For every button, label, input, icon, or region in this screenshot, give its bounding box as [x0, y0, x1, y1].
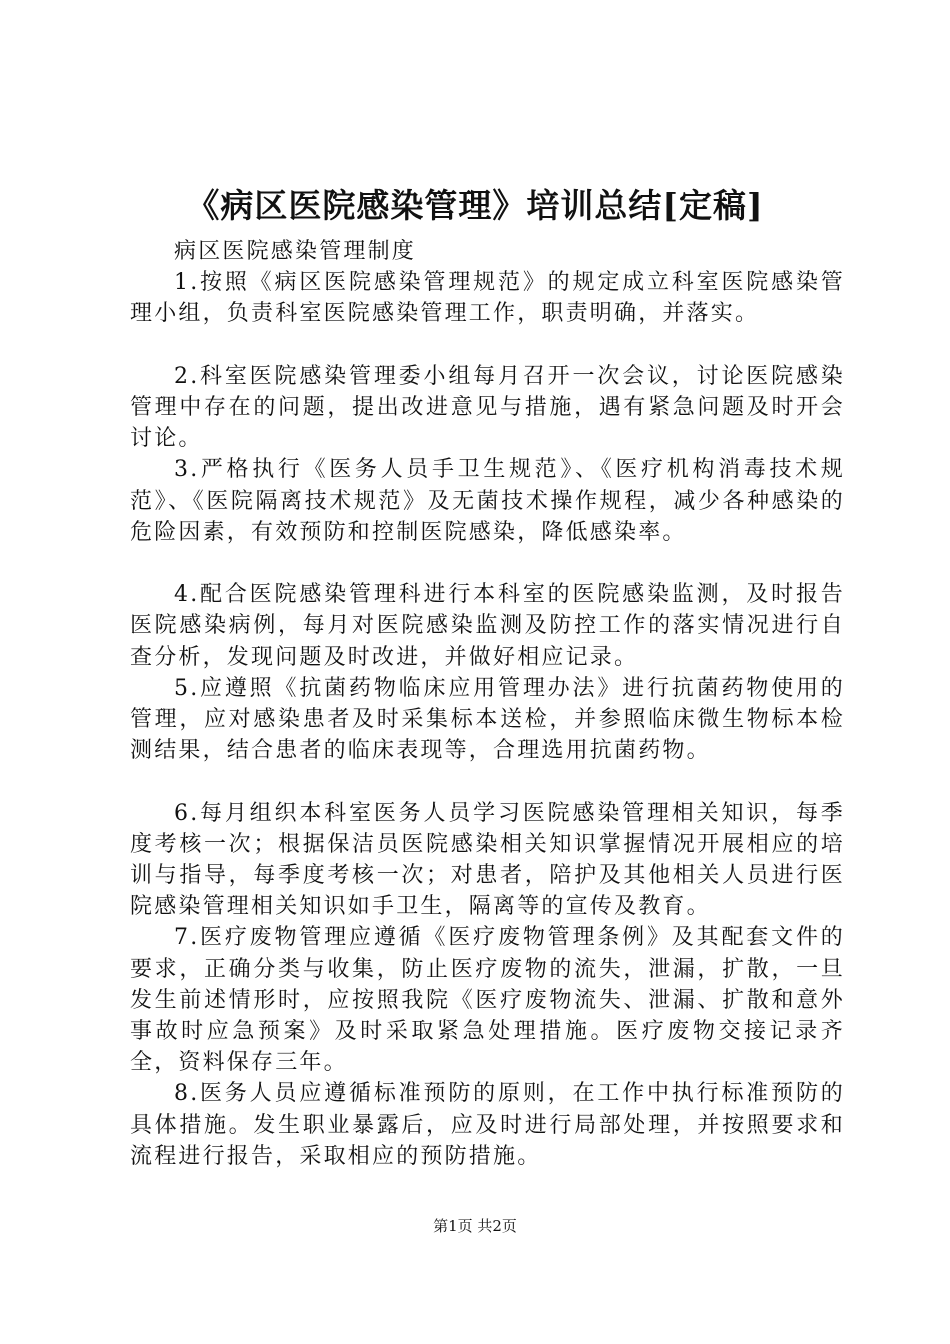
rule-paragraph-1: 1.按照《病区医院感染管理规范》的规定成立科室医院感染管理小组，负责科室医院感染管理工作，职责明确，并落实。	[130, 270, 845, 327]
section-heading: 病区医院感染管理制度	[174, 239, 417, 264]
rule-paragraph-7: 7.医疗废物管理应遵循《医疗废物管理条例》及其配套文件的要求，正确分类与收集，防止医疗废物的流失，泄漏，扩散，一旦发生前述情形时，应按照我院《医疗废物流失、泄漏、扩散和意外事故时应急预案》及时采取紧急处理措施。医疗废物交接记录齐全，资料保存三年。	[130, 925, 845, 1076]
document-body	[130, 236, 845, 1172]
rule-paragraph-5: 5.应遵照《抗菌药物临床应用管理办法》进行抗菌药物使用的管理，应对感染患者及时采集标本送检，并参照临床微生物标本检测结果，结合患者的临床表现等，合理选用抗菌药物。	[130, 675, 845, 764]
rule-paragraph-8: 8.医务人员应遵循标准预防的原则，在工作中执行标准预防的具体措施。发生职业暴露后，应及时进行局部处理，并按照要求和流程进行报告，采取相应的预防措施。	[130, 1081, 845, 1169]
rule-paragraph-4: 4.配合医院感染管理科进行本科室的医院感染监测，及时报告医院感染病例，每月对医院感染监测及防控工作的落实情况进行自查分析，发现问题及时改进，并做好相应记录。	[130, 582, 845, 670]
document-title: 《病区医院感染管理》培训总结[定稿]	[186, 186, 764, 225]
rule-paragraph-6: 6.每月组织本科室医务人员学习医院感染管理相关知识，每季度考核一次；根据保洁员医院感染相关知识掌握情况开展相应的培训与指导，每季度考核一次；对患者，陪护及其他相关人员进行医院感染管理相关知识如手卫生，隔离等的宣传及教育。	[130, 800, 845, 920]
rule-paragraph-3: 3.严格执行《医务人员手卫生规范》、《医疗机构消毒技术规范》、《医院隔离技术规范》及无菌技术操作规程，减少各种感染的危险因素，有效预防和控制医院感染，降低感染率。	[130, 457, 845, 545]
rule-paragraph-2: 2.科室医院感染管理委小组每月召开一次会议，讨论医院感染管理中存在的问题，提出改进意见与措施，遇有紧急问题及时开会讨论。	[130, 363, 845, 452]
page-footer: 第1页 共2页	[433, 1217, 517, 1235]
